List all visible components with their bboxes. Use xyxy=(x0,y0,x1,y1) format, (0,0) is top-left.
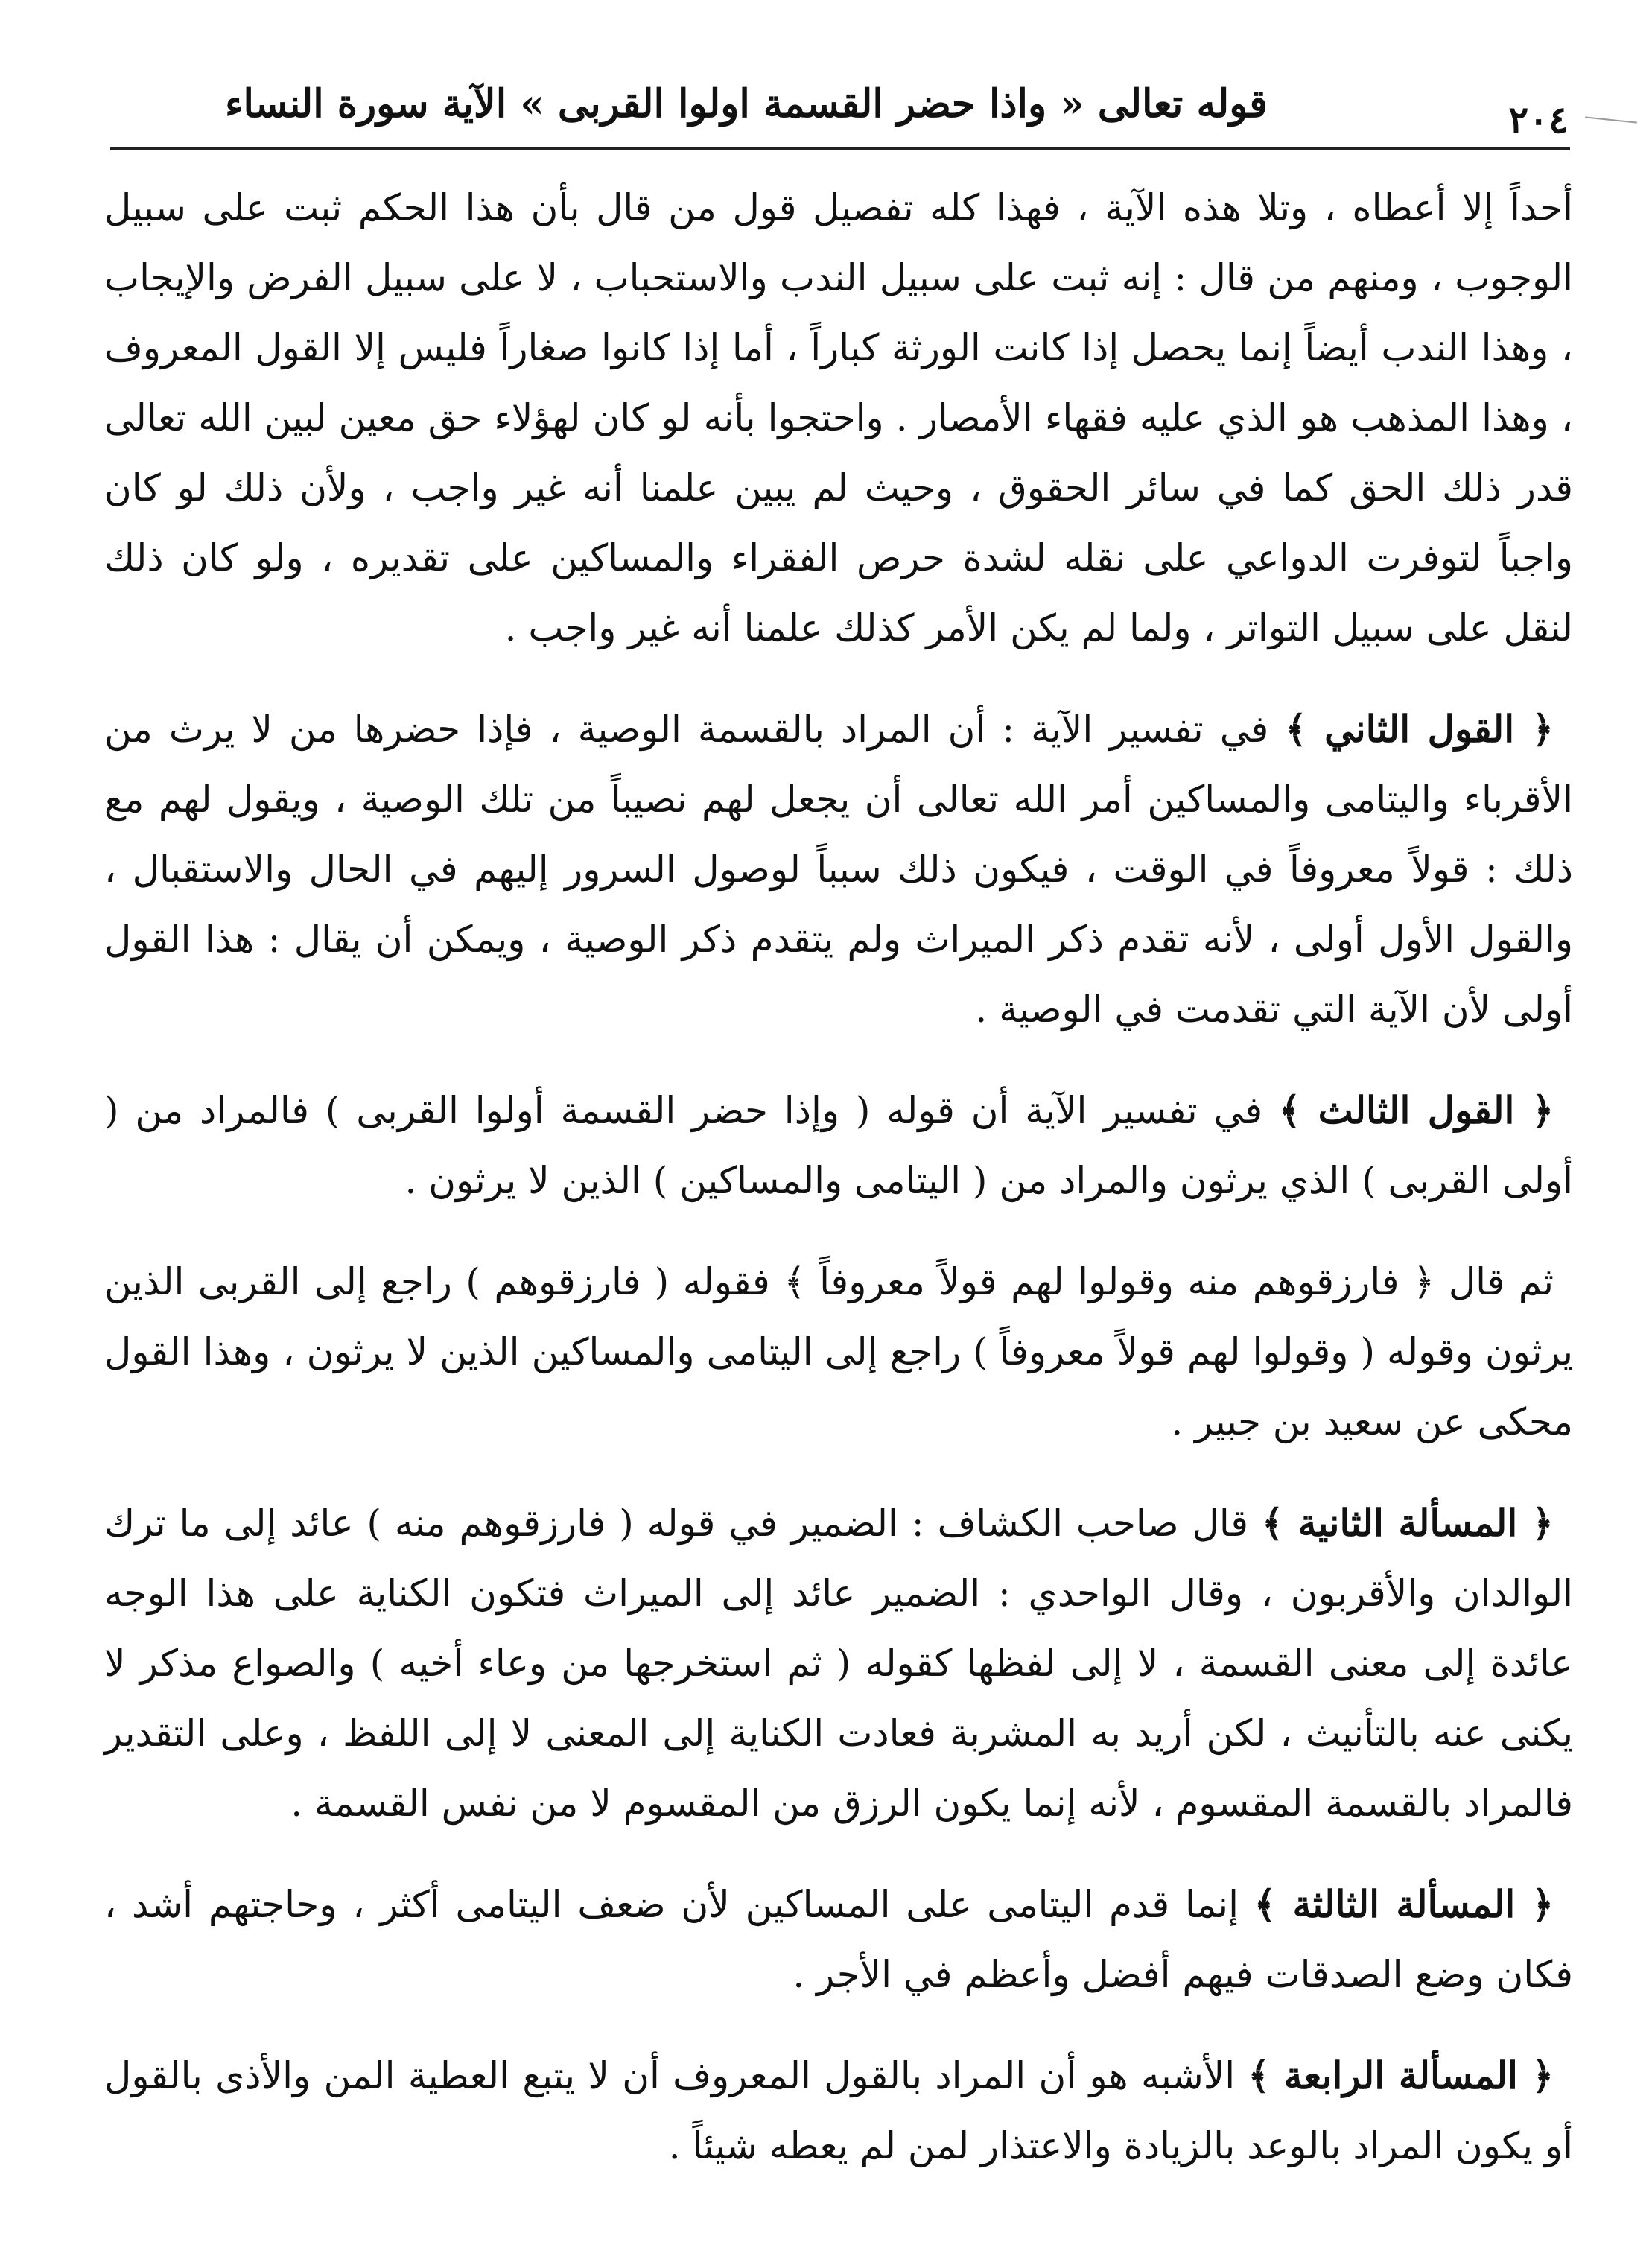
running-title: قوله تعالى « واذا حضر القسمة اولوا القربى » الآية سورة النساء xyxy=(225,81,1268,127)
margin-mark xyxy=(1585,116,1637,123)
section-heading: ﴿ القول الثاني ﴾ xyxy=(1285,707,1554,751)
section-heading: ﴿ المسألة الرابعة ﴾ xyxy=(1248,2053,1554,2097)
paragraph-text: في تفسير الآية : أن المراد بالقسمة الوصية ، فإذا حضرها من لا يرث من الأقرباء واليتامى والمساكين أمر الله تعالى أن يجعل لهم نصيباً من تلك الوصية ، ويقول لهم مع ذلك : قولاً معروفاً في الوقت ، فيكون ذلك سبباً لوصول السرور إليهم في الحال والاستقبال ، والقول الأول أولى ، لأنه تقدم ذكر الميراث ولم يتقدم ذكر الوصية ، ويمكن أن يقال : هذا القول أولى لأن الآية التي تقدمت في الوصية . xyxy=(104,708,1573,1031)
paragraph-text: الأشبه هو أن المراد بالقول المعروف أن لا يتبع العطية المن والأذى بالقول أو يكون المراد بالوعد بالزيادة والاعتذار لمن لم يعطه شيئاً . xyxy=(104,2054,1573,2167)
page-body xyxy=(104,173,1573,2212)
paragraph-2 xyxy=(104,694,1573,1044)
header-rule xyxy=(110,147,1570,150)
section-heading: ﴿ القول الثالث ﴾ xyxy=(1278,1088,1554,1132)
paragraph-text: أحداً إلا أعطاه ، وتلا هذه الآية ، فهذا كله تفصيل قول من قال بأن هذا الحكم ثبت على سبيل الوجوب ، ومنهم من قال : إنه ثبت على سبيل الندب والاستحباب ، لا على سبيل الفرض والإيجاب ، وهذا الندب أيضاً إنما يحصل إذا كانت الورثة كباراً ، أما إذا كانوا صغاراً فليس إلا القول المعروف ، وهذا المذهب هو الذي عليه فقهاء الأمصار . واحتجوا بأنه لو كان لهؤلاء حق معين لبين الله تعالى قدر ذلك الحق كما في سائر الحقوق ، وحيث لم يبين علمنا أنه غير واجب ، ولأن ذلك لو كان واجباً لتوفرت الدواعي على نقله لشدة حرص الفقراء والمساكين على تقديره ، ولو كان ذلك لنقل على سبيل التواتر ، ولما لم يكن الأمر كذلك علمنا أنه غير واجب . xyxy=(104,186,1573,649)
paragraph-1 xyxy=(104,173,1573,663)
section-heading: ﴿ المسألة الثانية ﴾ xyxy=(1261,1501,1554,1545)
paragraph-text: ثم قال ﴿ فارزقوهم منه وقولوا لهم قولاً معروفاً ﴾ فقوله ( فارزقوهم ) راجع إلى القربى الذين يرثون وقوله ( وقولوا لهم قولاً معروفاً ) راجع إلى اليتامى والمساكين الذين لا يرثون ، وهذا القول محكى عن سعيد بن جبير . xyxy=(104,1260,1573,1443)
section-heading: ﴿ المسألة الثالثة ﴾ xyxy=(1254,1882,1554,1926)
page-header xyxy=(110,69,1569,150)
page-number: ٢٠٤ xyxy=(1508,98,1569,142)
paragraph-5 xyxy=(104,1488,1573,1838)
paragraph-4 xyxy=(104,1247,1573,1457)
paragraph-text: قال صاحب الكشاف : الضمير في قوله ( فارزقوهم منه ) عائد إلى ما ترك الوالدان والأقربون ، وقال الواحدي : الضمير عائد إلى الميراث فتكون الكناية على هذا الوجه عائدة إلى معنى القسمة ، لا إلى لفظها كقوله ( ثم استخرجها من وعاء أخيه ) والصواع مذكر لا يكنى عنه بالتأنيث ، لكن أريد به المشربة فعادت الكناية إلى المعنى لا إلى اللفظ ، وعلى التقدير فالمراد بالقسمة المقسوم ، لأنه إنما يكون الرزق من المقسوم لا من نفس القسمة . xyxy=(104,1502,1573,1825)
paragraph-text: في تفسير الآية أن قوله ( وإذا حضر القسمة أولوا القربى ) فالمراد من ( أولى القربى ) الذي يرثون والمراد من ( اليتامى والمساكين ) الذين لا يرثون . xyxy=(104,1089,1573,1202)
paragraph-text: إنما قدم اليتامى على المساكين لأن ضعف اليتامى أكثر ، وحاجتهم أشد ، فكان وضع الصدقات فيهم أفضل وأعظم في الأجر . xyxy=(104,1883,1573,1996)
paragraph-7 xyxy=(104,2041,1573,2181)
paragraph-6 xyxy=(104,1870,1573,2010)
paragraph-3 xyxy=(104,1076,1573,1216)
